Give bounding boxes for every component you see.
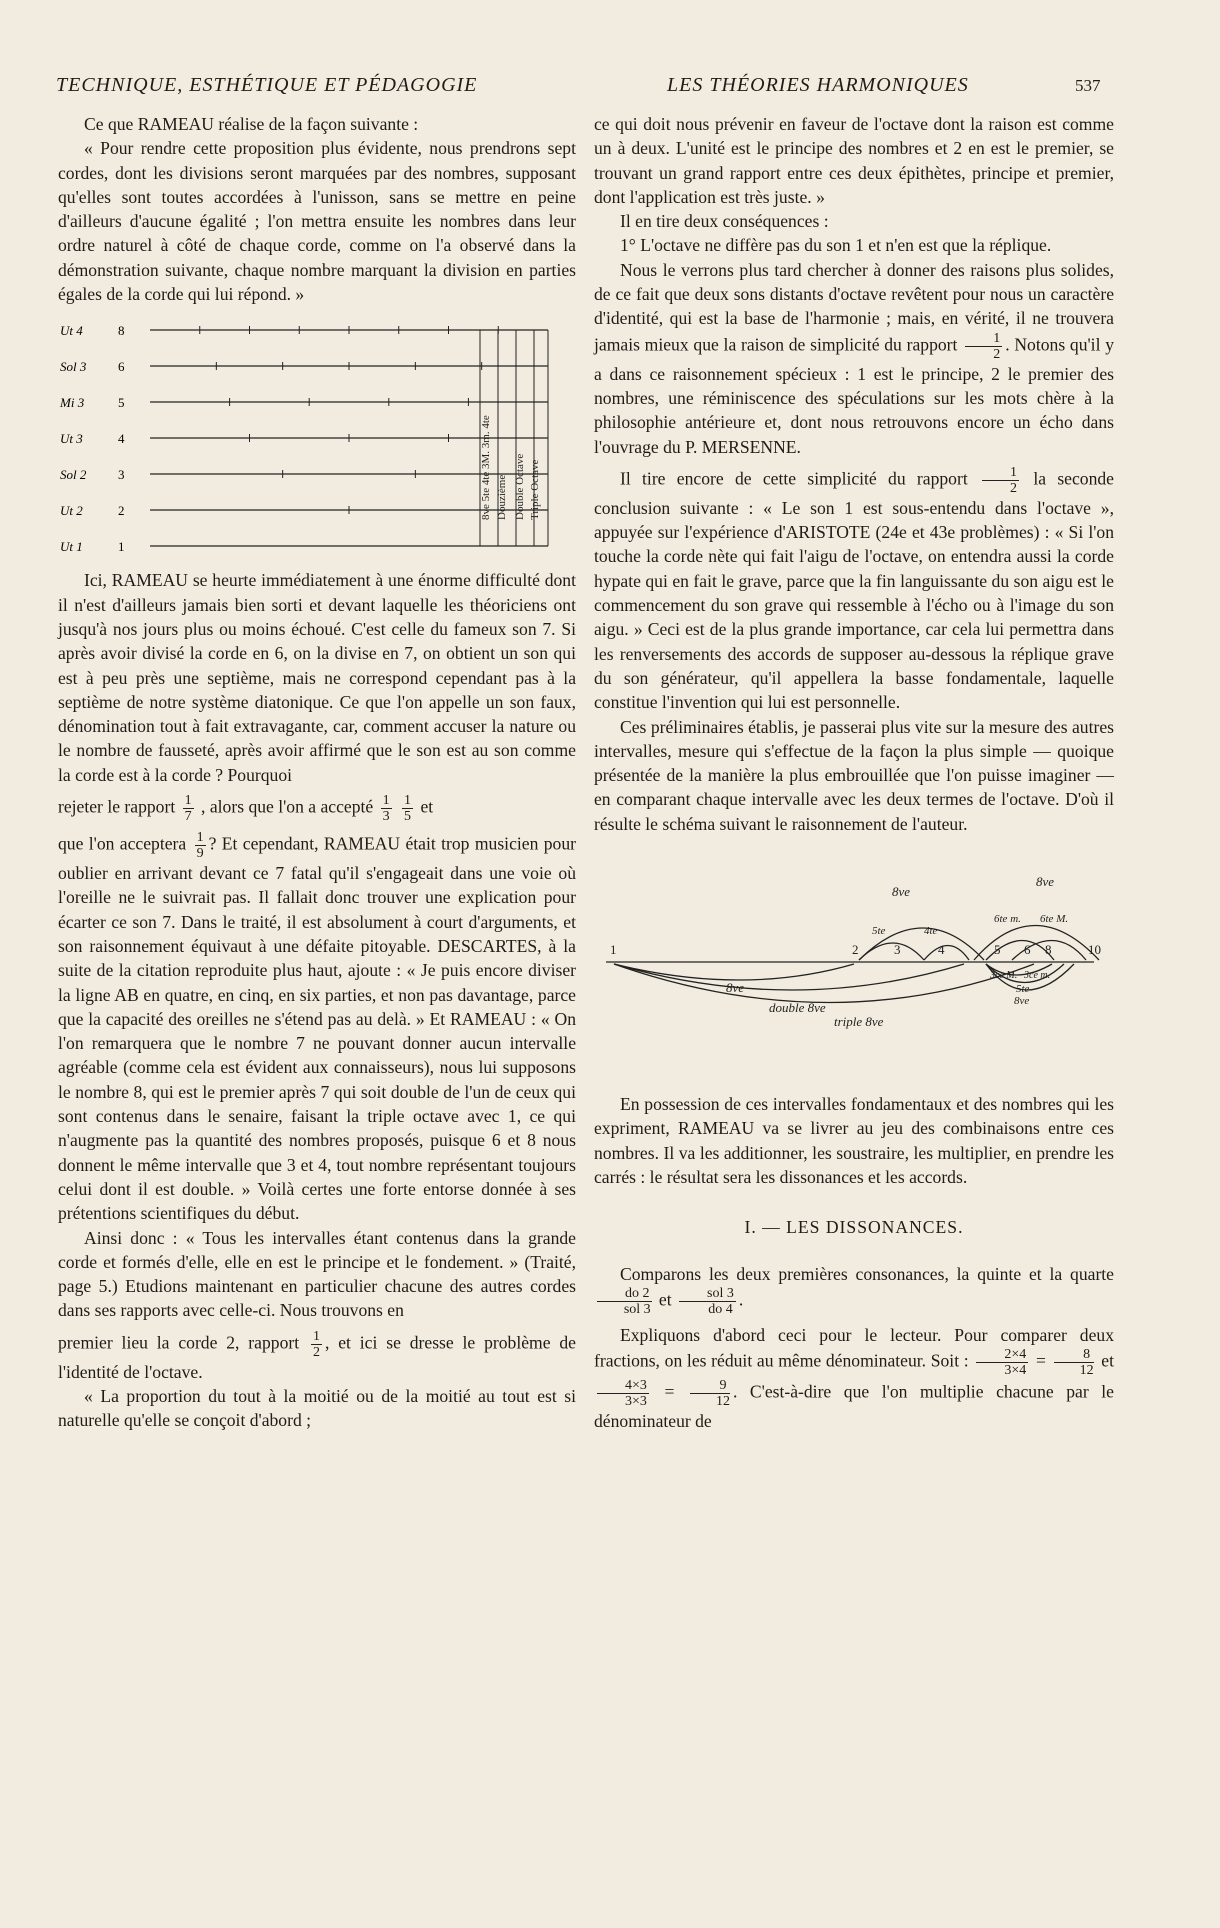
text: , alors que l'on a accepté <box>201 796 374 817</box>
interval-label: triple 8ve <box>834 1014 884 1030</box>
fraction: $\frac{1}{2}$ <box>965 331 1002 362</box>
text: rejeter le rapport <box>58 796 176 817</box>
division-number: 5 <box>118 395 125 411</box>
fraction: $\frac{9}{12}$ <box>690 1378 730 1409</box>
paragraph: 1° L'octave ne diffère pas du son 1 et n'en est que la réplique. <box>620 235 1052 256</box>
tick-label: 6 <box>1024 942 1031 958</box>
arc-4te <box>924 946 969 961</box>
text: premier lieu la corde 2, rapport <box>58 1332 300 1353</box>
arc-8ve-low <box>614 964 854 980</box>
tick-label: 10 <box>1088 942 1101 958</box>
fig-label: 8ve 5te 4te 3M. 3m. 4te <box>480 415 492 521</box>
text: ? Et cependant, RAMEAU était trop musicien pour oublier en arrivant devant ce 7 fatal qu'il s'engageait dans une voie où l'oreille ne le suivrait pas. Il fallait donc trouver une explication pour écarter ce son 7. Dans le traité, il est absolument à court d'arguments, et son raisonnement équivaut à une défaite pitoyable. DESCARTES, à la suite de la citation reproduite plus haut, ajoute : « Je puis encore diviser la ligne AB en quatre, en cinq, en six parties, et non pas davantage, parce que la capacité des oreilles ne s'étend pas au delà. » Et RAMEAU : « On l'on remarquera que le nombre 7 ne pouvant donner aucun intervalle agréable (comme cela est évident aux connaisseurs), nous lui supposons le nombre 8, qui est le premier après 7 qui soit double de l'un de ceux qui sont contenus dans le senaire, faisant la triple octave avec 1, ce qui n'augmente pas la quantité des nombres proposés, puisque 6 et 8 nous donnent le même intervalle que 3 et 4, tout nombre représentant toujours celui dont il est double. » Voilà certes une forte entorse donnée à ses prétentions scientifiques du début. <box>58 833 576 1224</box>
paragraph: Ici, RAMEAU se heurte immédiatement à une énorme difficulté dont il n'est d'ailleurs jamais bien sorti et devant laquelle les théoriciens ont jusqu'à nos jours plus ou moins échoué. C'est celle du fameux son 7. Si après avoir divisé la corde en 6, on la divise en 7, on obtient un son qui est à peu près une septième, mais ne correspond cependant pas à la septième de notre système diatonique. Ce que l'on appelle un son faux, dénomination tout à fait extravagante, car, comment accuser la nature ou le nombre de fausseté, après avoir affirmé que le son est au son comme la corde est à la corde ? Pourquoi <box>58 570 576 785</box>
note-label: Ut 3 <box>60 431 83 447</box>
text: . Notons qu'il y a dans ce raisonnement spécieux : 1 est le principe, 2 le premier des nombres, une réminiscence des spéculations sur les mots chère à la philosophie antérieure et, dont nous retrouvons encore un écho dans l'ouvrage du P. MERSENNE. <box>594 334 1115 457</box>
interval-label: 5te <box>1016 983 1030 996</box>
interval-label: 3ce M. <box>990 970 1018 982</box>
text: et <box>420 796 434 817</box>
text: la seconde conclusion suivante : « Le son 1 est sous-entendu dans l'octave », appuyée sur l'expérience d'ARISTOTE (24e et 43e problèmes) : « Si l'on touche la corde nète qui fait l'aigu de l'octave, on entendra aussi la corde hypate qui en fait le grave, parce que la fin languissante du son aigu est le commencement du son grave qui ressemble à l'écho ou à l'image du son aigu. » Ceci est de la plus grande importance, car cela lui permettra dans les renversements des accords de supposer au-dessous la réplique grave du son générateur, qu'il appellera la basse fondamentale, laquelle constitue l'invention qui lui est personnelle. <box>594 468 1114 713</box>
division-number: 6 <box>118 359 125 375</box>
division-number: 3 <box>118 467 125 483</box>
paragraph <box>58 830 576 1225</box>
interval-label: 3ce m. <box>1024 970 1051 982</box>
tick-label: 2 <box>852 942 859 958</box>
fig-label: Douzième <box>496 475 508 521</box>
text: et <box>658 1289 672 1310</box>
interval-label: double 8ve <box>769 1000 826 1016</box>
fraction: $\frac{4\times 3}{3\times 3}$ <box>597 1378 649 1409</box>
fraction: $\frac{1}{5}$ <box>404 793 412 825</box>
paragraph-line <box>58 793 576 824</box>
paragraph: Expliquons d'abord ceci pour le lecteur. Pour comparer deux fractions, on les réduit au même dénominateur. Soit : $\frac{2\times 4}{3\times 4}$ = $\frac{8}{12}$ et $\frac{4\times 3}{3\times 3}$ = $\frac{9}{12}$ . C'est-à-dire que l'on multiplie chacune par le dénominateur de <box>594 1324 1114 1432</box>
paragraph <box>594 258 1114 459</box>
paragraph: En possession de ces intervalles fondamentaux et des nombres qui les expriment, RAMEAU va se livrer au jeu des combinaisons entre ces nombres. Il va les additionner, les soustraire, les multiplier, en prendre les carrés : le résultat sera les dissonances et les accords. <box>594 1094 1114 1187</box>
paragraph: Comparons les deux premières consonances, la quinte et la quarte $\frac{do 2}{\text{sol 3}}$ et $\frac{\text{sol 3}}{do 4}$ . <box>594 1262 1114 1317</box>
arc-5te <box>859 943 924 960</box>
running-head-left: TECHNIQUE, ESTHÉTIQUE ET PÉDAGOGIE <box>56 74 478 96</box>
interval-label: 8ve <box>1014 995 1030 1008</box>
left-column <box>58 112 576 1433</box>
strings-figure <box>58 320 576 560</box>
text: Expliquons d'abord ceci pour le lecteur. Pour comparer deux fractions, on les réduit au même dénominateur. Soit : <box>594 1324 1114 1371</box>
division-number: 8 <box>118 323 125 339</box>
text: que l'on acceptera <box>58 833 187 854</box>
fig-label: Triple Octave <box>529 459 541 521</box>
note-label: Ut 2 <box>60 503 83 519</box>
intervals-figure <box>594 846 1114 1086</box>
paragraph: Il en tire deux conséquences : <box>620 211 829 232</box>
strings-diagram <box>58 320 576 560</box>
text: et <box>1101 1350 1114 1371</box>
text: . C'est-à-dire que l'on multiplie chacune par le dénominateur de <box>594 1381 1114 1432</box>
tick-label: 4 <box>938 942 945 958</box>
interval-label: 6te M. <box>1040 913 1069 926</box>
note-label: Sol 2 <box>60 467 87 483</box>
interval-label: 8ve <box>892 884 911 900</box>
paragraph-line <box>58 1329 576 1384</box>
text: Nous le verrons plus tard chercher à donner des raisons plus solides, de ce fait que deux sons distants d'octave revêtent pour nous un caractère d'identité, qui est la base de l'harmonie ; mais, en vérité, il ne trouvera jamais mieux que la raison de simplicité du rapport <box>594 259 1114 355</box>
note-label: Ut 4 <box>60 323 83 339</box>
fraction: $\frac{8}{12}$ <box>1054 1347 1094 1378</box>
arc-triple-8ve <box>614 964 1034 1003</box>
text: , et ici se dresse le problème de l'identité de l'octave. <box>58 1332 576 1382</box>
fraction: $\frac{1}{2}$ <box>982 465 1019 496</box>
paragraph: « La proportion du tout à la moitié ou de la moitié au tout est si naturelle qu'elle se conçoit d'abord ; <box>58 1385 576 1431</box>
division-number: 2 <box>118 503 125 519</box>
paragraph: Ce que RAMEAU réalise de la façon suivante : <box>84 114 419 134</box>
arc-8ve-top-right <box>974 926 1099 961</box>
fraction: $\frac{1}{9}$ <box>196 830 204 862</box>
tick-label: 5 <box>994 942 1001 958</box>
interval-label: 5te <box>872 925 886 938</box>
division-number: 1 <box>118 539 125 555</box>
paragraph <box>594 465 1114 715</box>
division-number: 4 <box>118 431 125 447</box>
tick-label: 1 <box>610 942 617 958</box>
interval-label: 8ve <box>726 980 745 996</box>
fraction: $\frac{do 2}{\text{sol 3}}$ <box>597 1286 652 1317</box>
paragraph: « Pour rendre cette proposition plus évidente, nous prendrons sept cordes, dont les divisions seront marquées par des nombres, supposant qu'elles sont toutes accordées à l'unisson, sans se mettre en peine d'ailleurs d'aucune égalité ; l'on mettra ensuite les nombres dans leur ordre naturel à côté de chaque corde, comme on l'a observé dans la démonstration suivante, chaque nombre marquant la division en parties égales de la corde qui lui répond. » <box>58 138 576 305</box>
fraction: $\frac{1}{7}$ <box>184 793 192 825</box>
paragraph: ce qui doit nous prévenir en faveur de l'octave dont la raison est comme un à deux. L'unité est le principe des nombres et 2 en est le premier, se trouvant un grand rapport entre ces deux épithètes, principe et premier, dont l'application est très juste. » <box>594 114 1114 207</box>
interval-label: 4te <box>924 925 938 938</box>
section-title: I. — LES DISSONANCES. <box>744 1217 964 1238</box>
note-label: Ut 1 <box>60 539 83 555</box>
note-label: Mi 3 <box>60 395 85 411</box>
paragraph: Ainsi donc : « Tous les intervalles étant contenus dans la grande corde et formés d'elle, elle en est le principe et le fondement. » (Traité, page 5.) Etudions maintenant en particulier chacune des autres cordes dans ses rapports avec celle-ci. Nous trouvons en <box>58 1227 576 1321</box>
right-column <box>594 112 1114 1433</box>
page-number: 537 <box>1075 76 1101 95</box>
text: Comparons les deux premières consonances, la quinte et la quarte <box>620 1263 1114 1284</box>
note-label: Sol 3 <box>60 359 87 375</box>
fraction: $\frac{2\times 4}{3\times 4}$ <box>976 1347 1028 1378</box>
text: Il tire encore de cette simplicité du rapport <box>620 468 968 489</box>
running-head-right: LES THÉORIES HARMONIQUES <box>667 74 969 96</box>
interval-label: 8ve <box>1036 874 1055 890</box>
intervals-diagram <box>594 846 1114 1086</box>
fraction: $\frac{1}{3}$ <box>382 793 390 825</box>
tick-label: 3 <box>894 942 901 958</box>
fraction: $\frac{\text{sol 3}}{do 4}$ <box>679 1286 736 1317</box>
tick-label: 8 <box>1045 942 1052 958</box>
fraction: $\frac{1}{2}$ <box>312 1328 320 1360</box>
paragraph: Ces préliminaires établis, je passerai plus vite sur la mesure des autres intervalles, mesure qui s'effectue de la façon la plus simple — quoique présentée de la manière la plus embrouillée que l'on puisse imaginer — en comparant chaque intervalle avec les deux termes de l'octave. D'où il résulte le schéma suivant le raisonnement de l'auteur. <box>594 716 1114 834</box>
fig-label: Double Octave <box>514 454 526 521</box>
interval-label: 6te m. <box>994 913 1021 926</box>
